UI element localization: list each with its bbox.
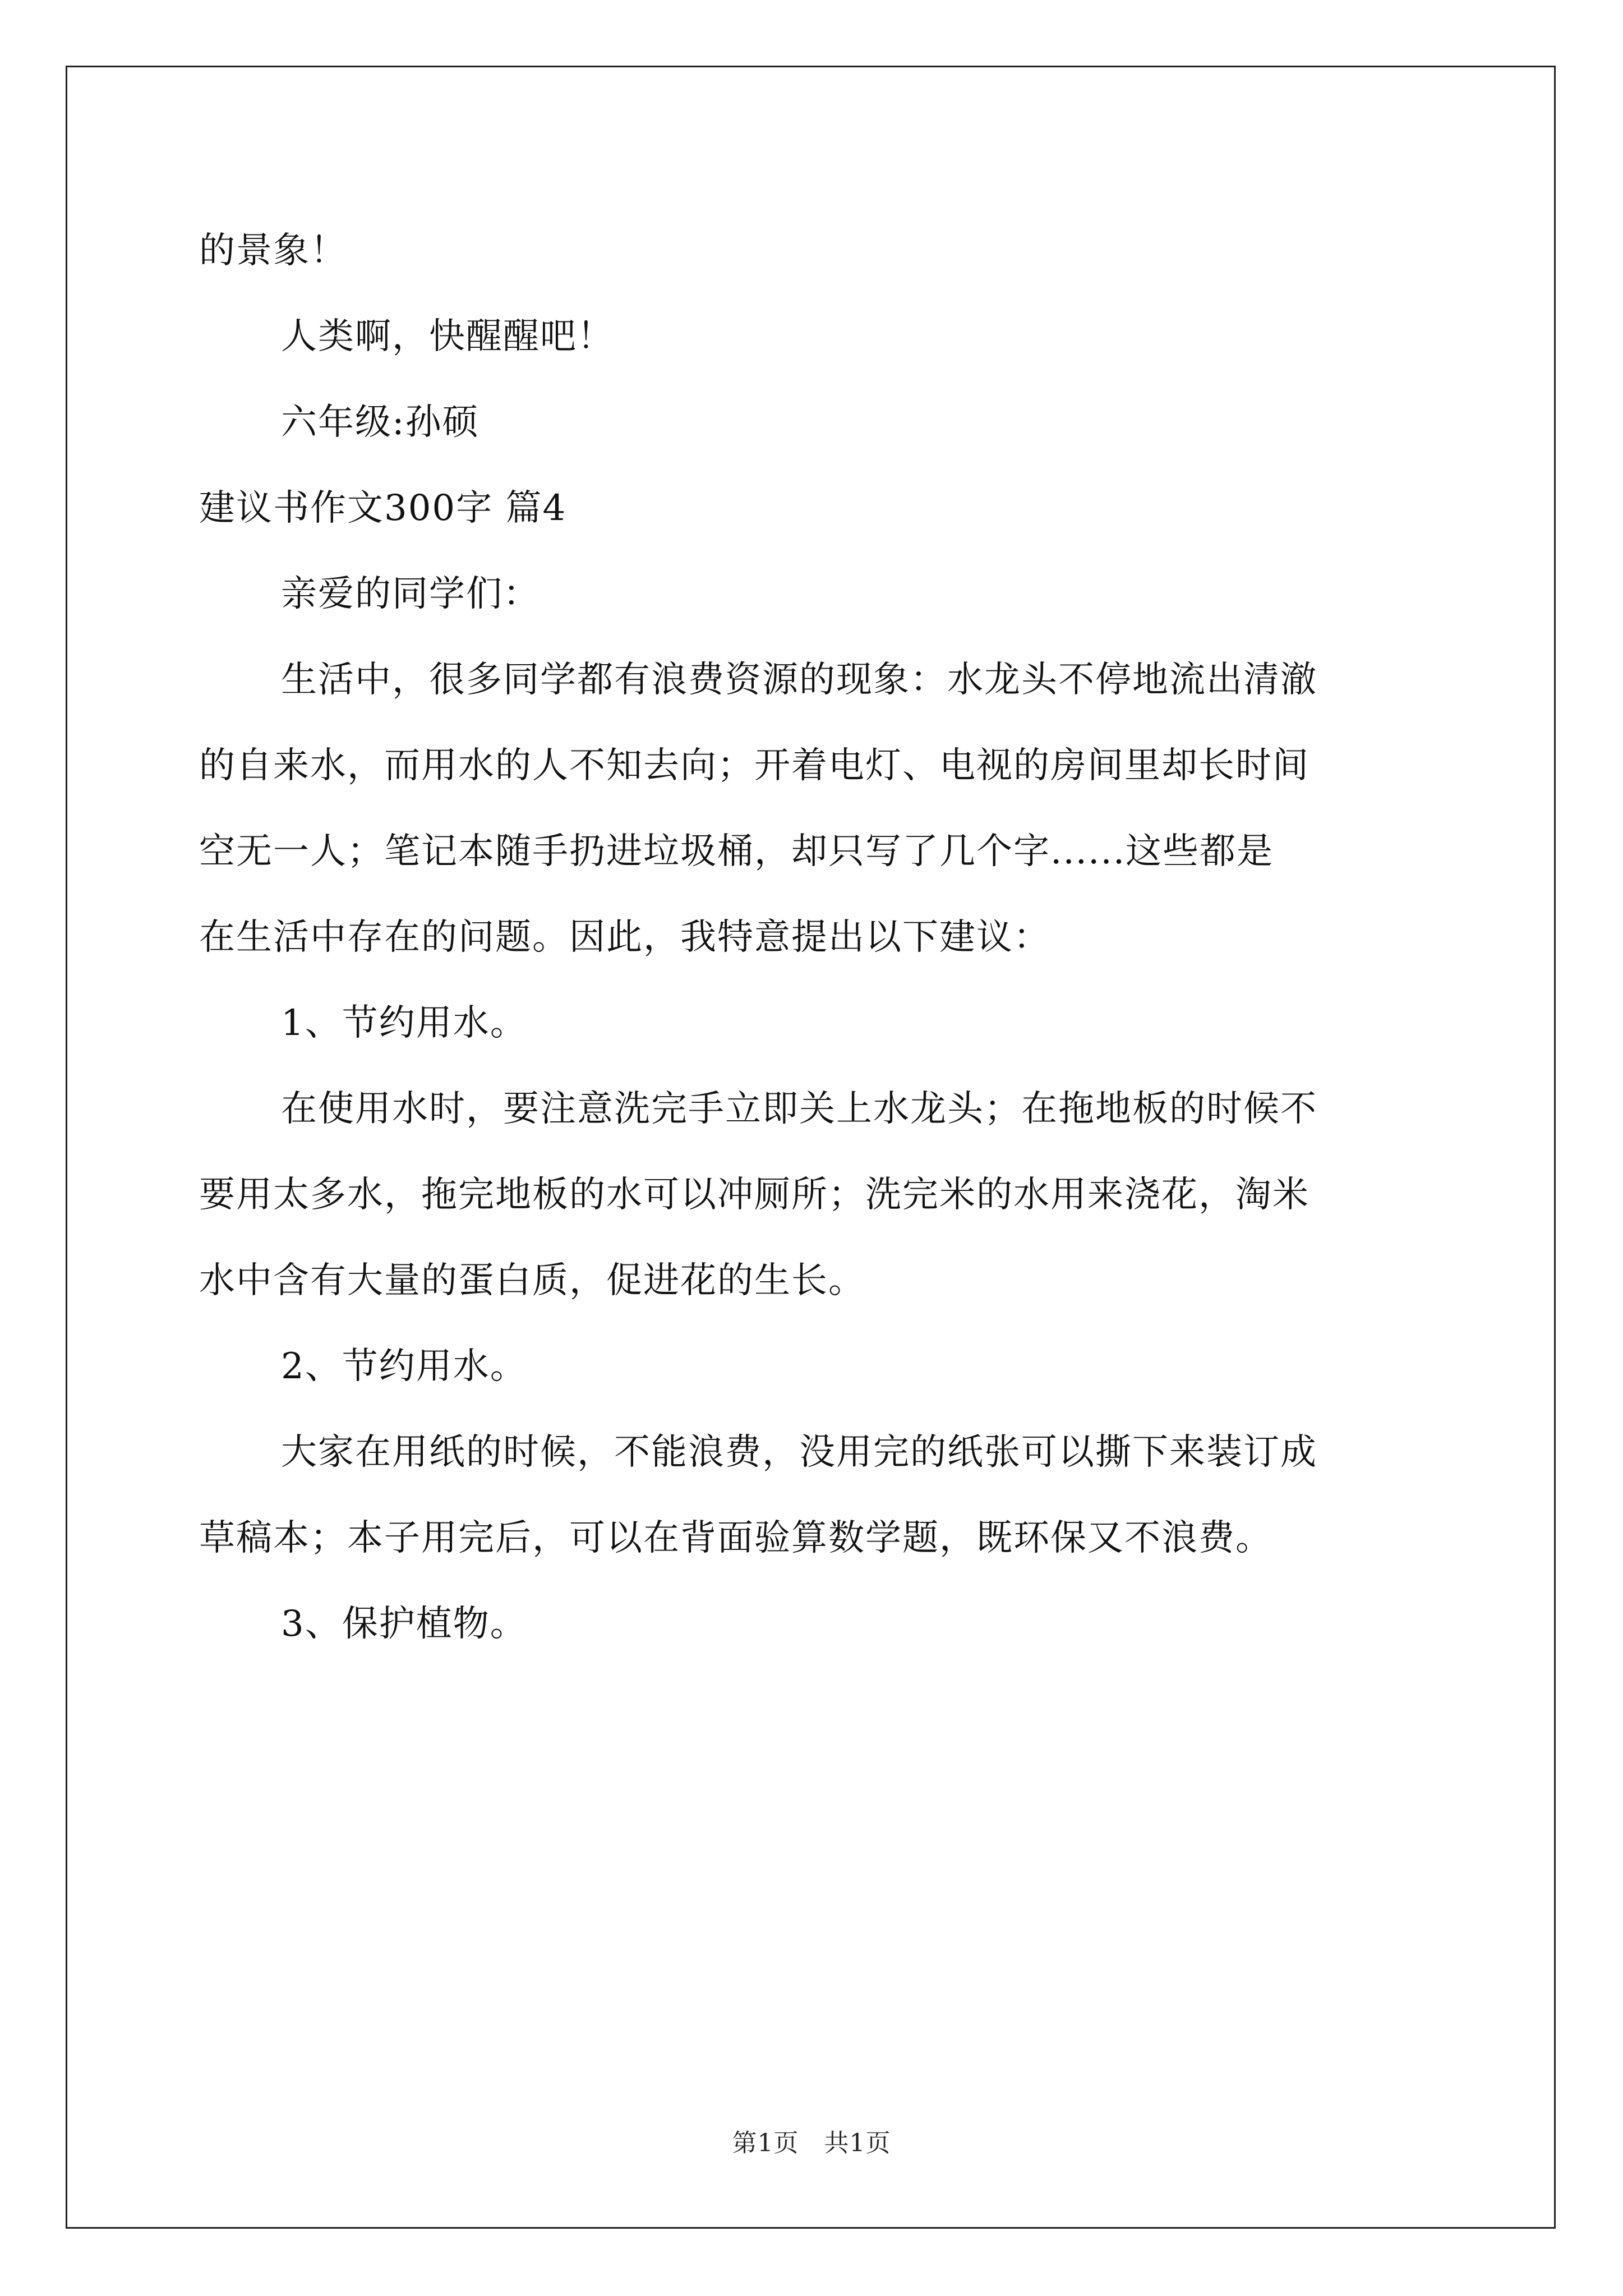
text-line: 在使用水时，要注意洗完手立即关上水龙头；在拖地板的时候不 bbox=[281, 1088, 1317, 1130]
text-line: 的自来水，而用水的人不知去向；开着电灯、电视的房间里却长时间 bbox=[199, 745, 1310, 786]
text-line: 水中含有大量的蛋白质，促进花的生长。 bbox=[199, 1260, 865, 1301]
text-line: 六年级:孙硕 bbox=[281, 402, 479, 443]
list-heading: 2、节约用水。 bbox=[281, 1346, 527, 1387]
text-line: 人类啊，快醒醒吧！ bbox=[281, 316, 614, 357]
page-footer: 第1页 共1页 bbox=[732, 2129, 891, 2157]
section-heading: 建议书作文300字 篇4 bbox=[199, 487, 567, 529]
text-line: 空无一人；笔记本随手扔进垃圾桶，却只写了几个字......这些都是 bbox=[199, 831, 1274, 872]
text-line: 生活中，很多同学都有浪费资源的现象：水龙头不停地流出清澈 bbox=[281, 659, 1317, 701]
text-line: 在生活中存在的问题。因此，我特意提出以下建议： bbox=[199, 917, 1050, 958]
text-line: 大家在用纸的时候，不能浪费，没用完的纸张可以撕下来装订成 bbox=[281, 1432, 1317, 1473]
text-line: 要用太多水，拖完地板的水可以冲厕所；洗完米的水用来浇花，淘米 bbox=[199, 1174, 1310, 1216]
text-line: 的景象！ bbox=[199, 230, 347, 272]
list-heading: 1、节约用水。 bbox=[281, 1002, 527, 1044]
salutation: 亲爱的同学们： bbox=[281, 573, 540, 615]
page-border bbox=[66, 66, 1556, 2229]
text-line: 草稿本；本子用完后，可以在背面验算数学题，既环保又不浪费。 bbox=[199, 1517, 1272, 1559]
list-heading: 3、保护植物。 bbox=[281, 1603, 527, 1645]
